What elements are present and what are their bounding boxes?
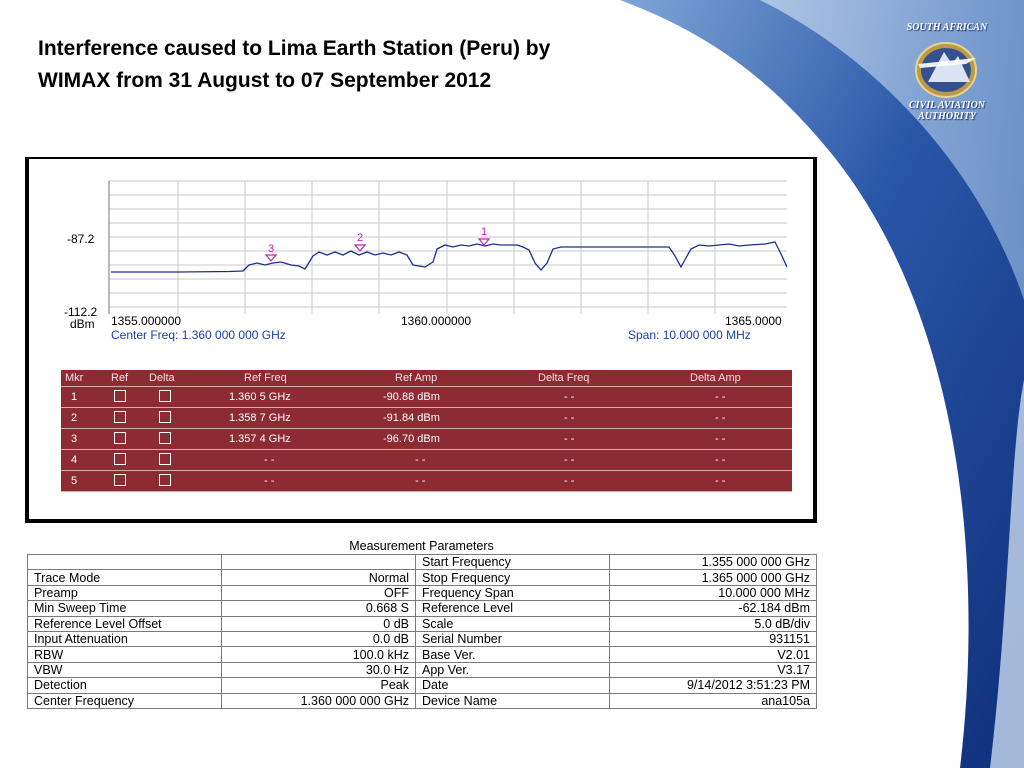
row-delta-freq: - - [564, 454, 575, 466]
slide-title-line-1: Interference caused to Lima Earth Station (Peru) by [38, 37, 551, 60]
param-value [222, 555, 416, 570]
param-value: 1.360 000 000 GHz [222, 693, 416, 708]
row-delta-freq: - - [564, 412, 575, 424]
slide-title-line-2: WIMAX from 31 August to 07 September 2012 [38, 69, 492, 92]
logo-text-bottom-1: CIVIL AVIATION [908, 100, 986, 111]
param-name-right: Stop Frequency [416, 570, 610, 585]
header-ref-freq: Ref Freq [244, 372, 287, 384]
caa-logo [898, 18, 996, 128]
slide-title [38, 33, 698, 97]
param-value: Peak [222, 678, 416, 693]
marker-table [61, 370, 792, 492]
header-ref: Ref [111, 372, 129, 384]
param-value: Normal [222, 570, 416, 585]
row-delta-amp: - - [715, 391, 726, 403]
row-ref-freq: 1.360 5 GHz [229, 391, 291, 403]
row-mkr: 4 [71, 454, 78, 466]
logo-text-bottom-2: AUTHORITY [918, 111, 976, 122]
measurement-parameters-title: Measurement Parameters [349, 539, 494, 553]
param-name: Detection [28, 678, 222, 693]
row-delta-amp: - - [715, 454, 726, 466]
row-delta-amp: - - [715, 412, 726, 424]
row-delta-freq: - - [564, 391, 575, 403]
marker-3-label: 3 [268, 243, 275, 255]
param-name-right: Frequency Span [416, 585, 610, 600]
table-row [28, 570, 817, 585]
delta-checkbox[interactable] [159, 411, 171, 423]
row-ref-amp: - - [415, 454, 426, 466]
row-ref-freq: 1.357 4 GHz [229, 433, 291, 445]
plot-grid [109, 181, 787, 314]
row-ref-amp: -91.84 dBm [383, 412, 440, 424]
analyzer-screenshot [25, 157, 817, 523]
param-name: Center Frequency [28, 693, 222, 708]
table-row [61, 386, 792, 407]
x-axis-left-label: 1355.000000 [111, 314, 182, 328]
marker-2-label: 2 [357, 232, 364, 244]
header-ref-amp: Ref Amp [395, 372, 438, 384]
param-name: Reference Level Offset [28, 616, 222, 631]
param-name-right: Start Frequency [416, 555, 610, 570]
param-value: 30.0 Hz [222, 662, 416, 677]
row-mkr: 2 [71, 412, 78, 424]
table-row [28, 585, 817, 600]
param-name-right: Serial Number [416, 631, 610, 646]
marker-2 [355, 232, 365, 251]
marker-table-header [61, 370, 792, 386]
param-value-right: 1.365 000 000 GHz [610, 570, 817, 585]
param-name: VBW [28, 662, 222, 677]
param-name: Trace Mode [28, 570, 222, 585]
table-row [28, 555, 817, 570]
table-row [28, 631, 817, 646]
y-axis-bottom-label: -112.2 [64, 305, 98, 319]
param-name [28, 555, 222, 570]
param-name-right: Date [416, 678, 610, 693]
marker-3 [266, 243, 276, 261]
param-value-right: V2.01 [610, 647, 817, 662]
ref-checkbox[interactable] [114, 411, 126, 423]
row-delta-freq: - - [564, 475, 575, 487]
param-value: OFF [222, 585, 416, 600]
param-name-right: Reference Level [416, 601, 610, 616]
ref-checkbox[interactable] [114, 390, 126, 402]
param-name: Min Sweep Time [28, 601, 222, 616]
table-row [28, 616, 817, 631]
y-axis-unit: dBm [70, 317, 95, 331]
table-row [28, 678, 817, 693]
header-delta: Delta [149, 372, 175, 384]
param-value: 0 dB [222, 616, 416, 631]
ref-checkbox[interactable] [114, 453, 126, 465]
row-ref-freq: - - [264, 475, 275, 487]
header-delta-amp: Delta Amp [690, 372, 741, 384]
center-freq-label: Center Freq: 1.360 000 000 GHz [111, 328, 286, 342]
table-row [61, 407, 792, 428]
table-row [28, 693, 817, 708]
row-mkr: 5 [71, 475, 78, 487]
measurement-parameters [27, 539, 816, 709]
header-delta-freq: Delta Freq [538, 372, 590, 384]
row-delta-amp: - - [715, 433, 726, 445]
table-row [28, 662, 817, 677]
ref-checkbox[interactable] [114, 474, 126, 486]
row-ref-freq: - - [264, 454, 275, 466]
param-value-right: V3.17 [610, 662, 817, 677]
row-ref-amp: -90.88 dBm [383, 391, 440, 403]
ref-checkbox[interactable] [114, 432, 126, 444]
row-delta-freq: - - [564, 433, 575, 445]
x-axis-mid-label: 1360.000000 [401, 314, 472, 328]
table-row [28, 601, 817, 616]
delta-checkbox[interactable] [159, 390, 171, 402]
param-name-right: Scale [416, 616, 610, 631]
param-value-right: 1.355 000 000 GHz [610, 555, 817, 570]
param-name: RBW [28, 647, 222, 662]
param-value-right: ana105a [610, 693, 817, 708]
logo-emblem-icon [906, 34, 988, 100]
table-row [61, 428, 792, 449]
header-mkr: Mkr [65, 372, 84, 384]
table-row [61, 470, 792, 491]
logo-text-bottom [898, 100, 996, 122]
param-name-right: App Ver. [416, 662, 610, 677]
row-mkr: 3 [71, 433, 78, 445]
param-name-right: Base Ver. [416, 647, 610, 662]
param-value: 0.0 dB [222, 631, 416, 646]
delta-checkbox[interactable] [159, 474, 171, 486]
table-row [61, 449, 792, 470]
x-axis-right-label: 1365.0000 [725, 314, 782, 328]
spectrum-trace [111, 242, 787, 272]
row-ref-freq: 1.358 7 GHz [229, 412, 291, 424]
param-value: 100.0 kHz [222, 647, 416, 662]
table-row-partial [61, 491, 792, 492]
logo-text-top: SOUTH AFRICAN [906, 22, 988, 33]
marker-1 [479, 226, 489, 245]
marker-1-label: 1 [481, 226, 488, 238]
param-name: Input Attenuation [28, 631, 222, 646]
table-row [28, 647, 817, 662]
row-ref-amp: -96.70 dBm [383, 433, 440, 445]
param-name: Preamp [28, 585, 222, 600]
param-value-right: 10.000 000 MHz [610, 585, 817, 600]
param-name-right: Device Name [416, 693, 610, 708]
param-value: 0.668 S [222, 601, 416, 616]
measurement-parameters-table [27, 554, 817, 709]
param-value-right: 9/14/2012 3:51:23 PM [610, 678, 817, 693]
row-mkr: 1 [71, 391, 78, 403]
param-value-right: 931151 [610, 631, 817, 646]
delta-checkbox[interactable] [159, 453, 171, 465]
y-axis-top-label: -87.2 [67, 232, 95, 246]
param-value-right: 5.0 dB/div [610, 616, 817, 631]
param-value-right: -62.184 dBm [610, 601, 817, 616]
delta-checkbox[interactable] [159, 432, 171, 444]
row-delta-amp: - - [715, 475, 726, 487]
row-ref-amp: - - [415, 475, 426, 487]
span-label: Span: 10.000 000 MHz [628, 328, 751, 342]
